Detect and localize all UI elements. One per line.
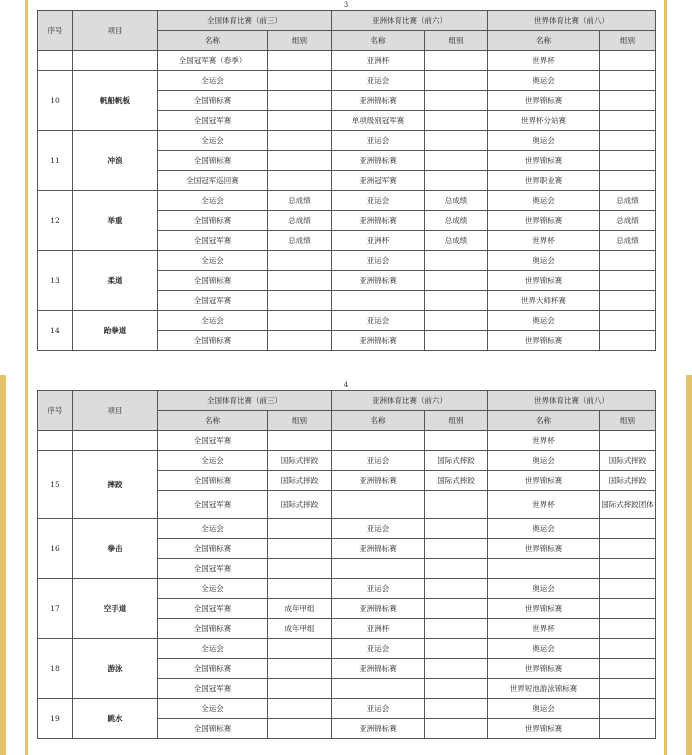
asian-header: 亚洲体育比赛（前六） <box>332 11 488 31</box>
asian-group-cell: 国际式摔跤 <box>425 471 488 491</box>
asian-group-cell <box>425 91 488 111</box>
world-name-cell: 世界杯 <box>488 231 600 251</box>
world-group-cell <box>600 539 656 559</box>
project-cell: 帆船帆板 <box>73 71 158 131</box>
seq-cell: 14 <box>38 311 73 351</box>
national-group-cell <box>268 251 332 271</box>
world-name-cell: 奥运会 <box>488 251 600 271</box>
world-group-header: 组别 <box>600 31 656 51</box>
world-name-cell: 世界锦标赛 <box>488 271 600 291</box>
national-group-cell <box>268 331 332 351</box>
table-row <box>38 519 656 539</box>
competition-table <box>37 10 656 351</box>
national-name-cell: 全国冠军赛 <box>158 559 268 579</box>
national-name-cell: 全国冠军赛 <box>158 111 268 131</box>
table-row <box>38 431 656 451</box>
world-group-cell <box>600 679 656 699</box>
asian-group-cell <box>425 679 488 699</box>
seq-cell: 18 <box>38 639 73 699</box>
asian-name-cell: 亚运会 <box>332 131 425 151</box>
seq-cell <box>38 51 73 71</box>
world-group-cell <box>600 311 656 331</box>
national-name-cell: 全国锦标赛 <box>158 539 268 559</box>
asian-name-cell: 亚洲锦标赛 <box>332 271 425 291</box>
world-group-cell <box>600 291 656 311</box>
project-header: 项目 <box>73 11 158 51</box>
world-name-cell: 世界锦标赛 <box>488 91 600 111</box>
table-row <box>38 251 656 271</box>
asian-group-cell <box>425 291 488 311</box>
world-name-cell: 奥运会 <box>488 579 600 599</box>
seq-cell: 19 <box>38 699 73 739</box>
asian-group-cell <box>425 151 488 171</box>
world-group-cell <box>600 559 656 579</box>
national-group-cell <box>268 719 332 739</box>
right-edge-stripe <box>686 375 692 755</box>
seq-cell: 12 <box>38 191 73 251</box>
table-row <box>38 191 656 211</box>
asian-group-cell <box>425 599 488 619</box>
asian-name-cell: 亚洲锦标赛 <box>332 331 425 351</box>
national-name-cell: 全国锦标赛 <box>158 471 268 491</box>
world-group-cell: 总成绩 <box>600 231 656 251</box>
national-name-header: 名称 <box>158 31 268 51</box>
world-name-cell: 世界锦标赛 <box>488 599 600 619</box>
asian-group-cell <box>425 639 488 659</box>
national-group-cell <box>268 151 332 171</box>
national-name-cell: 全国冠军赛 <box>158 599 268 619</box>
project-header: 项目 <box>73 391 158 431</box>
world-group-cell: 国际式摔跤 <box>600 451 656 471</box>
world-group-cell <box>600 331 656 351</box>
national-name-cell: 全国锦标赛 <box>158 719 268 739</box>
competition-table <box>37 390 656 739</box>
national-name-cell: 全国冠军赛 <box>158 431 268 451</box>
world-name-cell: 世界短池游泳锦标赛 <box>488 679 600 699</box>
asian-name-cell <box>332 491 425 519</box>
world-group-cell: 国际式摔跤 <box>600 471 656 491</box>
world-name-cell: 世界大师杯赛 <box>488 291 600 311</box>
world-name-cell: 世界杯 <box>488 619 600 639</box>
world-name-cell: 世界锦标赛 <box>488 659 600 679</box>
national-group-cell <box>268 131 332 151</box>
world-group-cell <box>600 659 656 679</box>
national-group-header: 组别 <box>268 411 332 431</box>
world-group-header: 组别 <box>600 411 656 431</box>
asian-name-cell: 亚洲锦标赛 <box>332 151 425 171</box>
world-group-cell <box>600 579 656 599</box>
asian-name-cell: 亚运会 <box>332 639 425 659</box>
world-group-cell <box>600 91 656 111</box>
table-row <box>38 311 656 331</box>
national-header: 全国体育比赛（前三） <box>158 11 332 31</box>
national-group-cell <box>268 579 332 599</box>
world-group-cell <box>600 619 656 639</box>
national-group-cell <box>268 71 332 91</box>
project-cell: 举重 <box>73 191 158 251</box>
world-name-cell: 奥运会 <box>488 519 600 539</box>
world-group-cell: 总成绩 <box>600 191 656 211</box>
table-row <box>38 451 656 471</box>
world-name-cell: 奥运会 <box>488 71 600 91</box>
national-name-cell: 全运会 <box>158 579 268 599</box>
seq-cell <box>38 431 73 451</box>
national-group-cell <box>268 679 332 699</box>
seq-cell: 11 <box>38 131 73 191</box>
national-group-cell <box>268 311 332 331</box>
asian-group-header: 组别 <box>425 411 488 431</box>
asian-name-cell: 亚运会 <box>332 519 425 539</box>
asian-name-cell: 亚洲杯 <box>332 231 425 251</box>
national-name-cell: 全国冠军赛 <box>158 679 268 699</box>
asian-name-cell <box>332 291 425 311</box>
national-name-cell: 全国锦标赛 <box>158 331 268 351</box>
frame-left-border <box>25 0 28 755</box>
project-cell: 跆拳道 <box>73 311 158 351</box>
national-group-cell: 国际式摔跤 <box>268 491 332 519</box>
national-name-cell: 全国锦标赛 <box>158 211 268 231</box>
national-name-cell: 全运会 <box>158 191 268 211</box>
world-group-cell: 总成绩 <box>600 211 656 231</box>
world-name-cell: 世界锦标赛 <box>488 719 600 739</box>
world-group-cell <box>600 71 656 91</box>
seq-cell: 15 <box>38 451 73 519</box>
national-group-cell <box>268 291 332 311</box>
asian-name-cell: 亚运会 <box>332 579 425 599</box>
national-group-cell <box>268 639 332 659</box>
asian-group-cell <box>425 331 488 351</box>
asian-group-cell <box>425 699 488 719</box>
national-group-cell <box>268 91 332 111</box>
national-group-cell <box>268 171 332 191</box>
national-name-cell: 全运会 <box>158 451 268 471</box>
world-name-cell: 世界锦标赛 <box>488 331 600 351</box>
table-row <box>38 71 656 91</box>
world-name-cell: 奥运会 <box>488 191 600 211</box>
table-row <box>38 639 656 659</box>
table-row <box>38 131 656 151</box>
world-name-header: 名称 <box>488 411 600 431</box>
national-name-cell: 全国锦标赛 <box>158 91 268 111</box>
world-name-cell: 奥运会 <box>488 131 600 151</box>
national-group-cell <box>268 539 332 559</box>
asian-name-cell: 亚洲锦标赛 <box>332 719 425 739</box>
asian-group-cell <box>425 619 488 639</box>
asian-group-cell <box>425 71 488 91</box>
asian-group-cell <box>425 559 488 579</box>
national-name-cell: 全运会 <box>158 131 268 151</box>
world-group-cell <box>600 171 656 191</box>
national-name-cell: 全运会 <box>158 519 268 539</box>
world-name-cell: 奥运会 <box>488 639 600 659</box>
asian-name-cell: 亚洲锦标赛 <box>332 471 425 491</box>
asian-name-cell: 单项级别冠军赛 <box>332 111 425 131</box>
asian-group-cell <box>425 431 488 451</box>
national-group-cell <box>268 271 332 291</box>
world-group-cell <box>600 151 656 171</box>
world-header: 世界体育比赛（前八） <box>488 391 656 411</box>
project-cell: 柔道 <box>73 251 158 311</box>
left-edge-stripe <box>0 375 6 755</box>
national-group-cell <box>268 51 332 71</box>
page-4 <box>37 380 655 739</box>
world-group-cell <box>600 431 656 451</box>
asian-group-cell <box>425 51 488 71</box>
national-name-cell: 全运会 <box>158 639 268 659</box>
world-group-cell <box>600 699 656 719</box>
page-number: 4 <box>343 381 349 389</box>
world-name-cell: 世界职业赛 <box>488 171 600 191</box>
asian-name-cell <box>332 679 425 699</box>
national-group-cell <box>268 559 332 579</box>
asian-name-cell: 亚运会 <box>332 451 425 471</box>
seq-header: 序号 <box>38 391 73 431</box>
asian-group-cell <box>425 311 488 331</box>
national-name-cell: 全国锦标赛 <box>158 151 268 171</box>
world-name-cell: 奥运会 <box>488 451 600 471</box>
world-group-cell <box>600 519 656 539</box>
asian-name-cell <box>332 559 425 579</box>
national-group-cell: 成年甲组 <box>268 619 332 639</box>
world-group-cell <box>600 271 656 291</box>
world-name-cell: 世界锦标赛 <box>488 211 600 231</box>
asian-group-cell <box>425 539 488 559</box>
world-group-cell <box>600 251 656 271</box>
asian-group-cell <box>425 659 488 679</box>
asian-name-cell: 亚洲杯 <box>332 51 425 71</box>
national-group-cell: 国际式摔跤 <box>268 471 332 491</box>
world-group-cell <box>600 111 656 131</box>
national-group-cell: 总成绩 <box>268 231 332 251</box>
seq-cell: 17 <box>38 579 73 639</box>
asian-header: 亚洲体育比赛（前六） <box>332 391 488 411</box>
asian-name-cell: 亚运会 <box>332 191 425 211</box>
table-row <box>38 51 656 71</box>
page-number: 3 <box>343 1 349 9</box>
world-group-cell <box>600 639 656 659</box>
world-header: 世界体育比赛（前八） <box>488 11 656 31</box>
world-name-cell: 世界杯 <box>488 51 600 71</box>
national-header: 全国体育比赛（前三） <box>158 391 332 411</box>
asian-name-cell: 亚洲锦标赛 <box>332 599 425 619</box>
asian-group-cell <box>425 251 488 271</box>
national-name-cell: 全国冠军赛（春季） <box>158 51 268 71</box>
asian-name-cell: 亚洲杯 <box>332 619 425 639</box>
world-name-cell: 世界锦标赛 <box>488 471 600 491</box>
world-name-cell: 世界杯 <box>488 431 600 451</box>
asian-group-cell <box>425 579 488 599</box>
table-row <box>38 579 656 599</box>
national-name-cell: 全国冠军赛 <box>158 491 268 519</box>
project-cell <box>73 51 158 71</box>
national-group-cell: 国际式摔跤 <box>268 451 332 471</box>
world-group-cell <box>600 51 656 71</box>
project-cell: 跳水 <box>73 699 158 739</box>
project-cell: 空手道 <box>73 579 158 639</box>
national-group-cell <box>268 699 332 719</box>
seq-cell: 13 <box>38 251 73 311</box>
national-group-cell: 成年甲组 <box>268 599 332 619</box>
asian-name-cell: 亚洲锦标赛 <box>332 211 425 231</box>
seq-cell: 10 <box>38 71 73 131</box>
national-name-cell: 全国冠军赛 <box>158 291 268 311</box>
asian-group-cell <box>425 111 488 131</box>
national-name-cell: 全国冠军赛 <box>158 231 268 251</box>
asian-name-cell: 亚运会 <box>332 71 425 91</box>
project-cell: 拳击 <box>73 519 158 579</box>
world-name-cell: 世界锦标赛 <box>488 539 600 559</box>
project-cell: 冲浪 <box>73 131 158 191</box>
world-group-cell <box>600 599 656 619</box>
national-name-header: 名称 <box>158 411 268 431</box>
national-group-cell <box>268 519 332 539</box>
national-name-cell: 全国锦标赛 <box>158 271 268 291</box>
asian-group-cell <box>425 491 488 519</box>
asian-name-cell: 亚洲冠军赛 <box>332 171 425 191</box>
national-name-cell: 全国冠军巡回赛 <box>158 171 268 191</box>
asian-group-cell <box>425 131 488 151</box>
national-group-header: 组别 <box>268 31 332 51</box>
asian-group-cell: 总成绩 <box>425 191 488 211</box>
frame-right-border <box>664 0 667 755</box>
national-name-cell: 全国锦标赛 <box>158 659 268 679</box>
national-name-cell: 全运会 <box>158 71 268 91</box>
world-name-cell: 奥运会 <box>488 311 600 331</box>
world-name-cell <box>488 559 600 579</box>
asian-group-cell: 国际式摔跤 <box>425 451 488 471</box>
asian-group-cell: 总成绩 <box>425 211 488 231</box>
asian-name-cell: 亚洲锦标赛 <box>332 539 425 559</box>
world-name-header: 名称 <box>488 31 600 51</box>
asian-group-cell: 总成绩 <box>425 231 488 251</box>
national-group-cell <box>268 659 332 679</box>
asian-name-header: 名称 <box>332 411 425 431</box>
asian-group-cell <box>425 271 488 291</box>
national-group-cell: 总成绩 <box>268 211 332 231</box>
seq-cell: 16 <box>38 519 73 579</box>
national-name-cell: 全运会 <box>158 699 268 719</box>
asian-name-cell: 亚运会 <box>332 251 425 271</box>
world-group-cell: 国际式摔跤团体 <box>600 491 656 519</box>
asian-name-cell: 亚运会 <box>332 699 425 719</box>
national-name-cell: 全运会 <box>158 251 268 271</box>
asian-group-cell <box>425 719 488 739</box>
seq-header: 序号 <box>38 11 73 51</box>
project-cell <box>73 431 158 451</box>
table-row <box>38 699 656 719</box>
national-name-cell: 全运会 <box>158 311 268 331</box>
world-name-cell: 世界杯 <box>488 491 600 519</box>
world-group-cell <box>600 719 656 739</box>
project-cell: 摔跤 <box>73 451 158 519</box>
national-name-cell: 全国锦标赛 <box>158 619 268 639</box>
world-name-cell: 奥运会 <box>488 699 600 719</box>
world-group-cell <box>600 131 656 151</box>
asian-name-cell <box>332 431 425 451</box>
national-group-cell: 总成绩 <box>268 191 332 211</box>
asian-name-cell: 亚洲锦标赛 <box>332 91 425 111</box>
national-group-cell <box>268 431 332 451</box>
asian-name-cell: 亚洲锦标赛 <box>332 659 425 679</box>
world-name-cell: 世界锦标赛 <box>488 151 600 171</box>
asian-group-cell <box>425 171 488 191</box>
project-cell: 游泳 <box>73 639 158 699</box>
page-3 <box>37 0 655 351</box>
asian-group-cell <box>425 519 488 539</box>
world-name-cell: 世界杯分站赛 <box>488 111 600 131</box>
asian-group-header: 组别 <box>425 31 488 51</box>
asian-name-header: 名称 <box>332 31 425 51</box>
asian-name-cell: 亚运会 <box>332 311 425 331</box>
national-group-cell <box>268 111 332 131</box>
